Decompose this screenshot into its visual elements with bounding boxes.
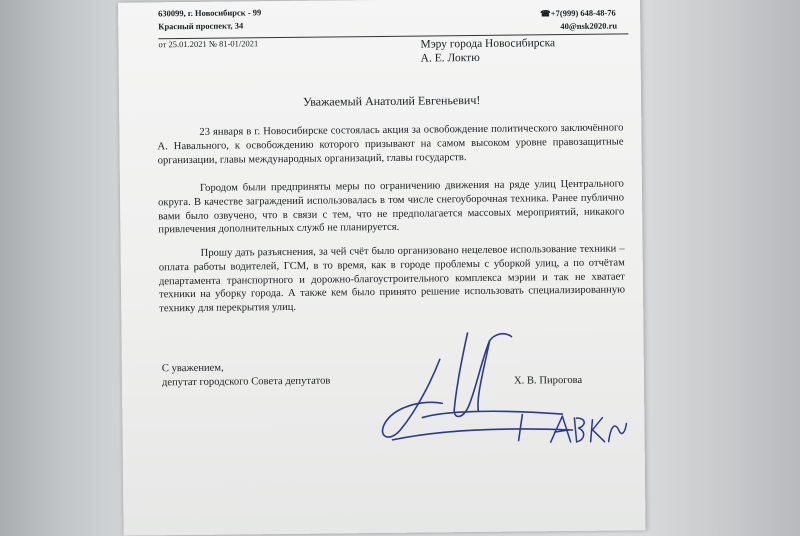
handwritten-signature <box>371 317 632 450</box>
email-address: 40@nsk2020.ru <box>560 20 618 32</box>
street-address: Красный проспект, 34 <box>158 20 244 32</box>
reference-line: от 25.01.2021 № 81-01/2021 <box>158 38 259 50</box>
phone-number: ☎+7(999) 648-48-76 <box>540 7 616 19</box>
paragraph-3: Прошу дать разъяснения, за чей счёт было организовано нецелевое использование техники – оплата работы водителей, ГСМ, в то время, как в городе проблемы с уборкой улиц, а по отчётам департамента транспортного и дорожно-благоустроительного комплекса мэрии и так не хватает техники на уборку города. А также кем было принято решение использовать специализированную технику для перекрытия улиц. <box>158 243 626 315</box>
addressee-name: А. Е. Локтю <box>420 51 480 65</box>
signatory-name: Х. В. Пирогова <box>513 374 583 387</box>
greeting: Уважаемый Анатолий Евгеньевич! <box>302 92 481 109</box>
addressee-title: Мэру города Новосибирска <box>420 37 556 51</box>
paragraph-2: Городом были предприняты меры по ограничению движения на ряде улиц Центрального округа. В качестве заграждений использовалась в том числе снегоуборочная техника. Ранее публично вами было озвучено, что в связи с тем, что не предполагается массовых мероприятий, никакого привлечения дополнительных служб не планируется. <box>158 178 625 236</box>
closing-regards: С уважением, <box>161 362 224 375</box>
paragraph-1: 23 января в г. Новосибирске состоялась акция за освобождение политического заключённого А. Навального, к освобождению которого призывают на самом высоком уровне правозащитные организации, главы международных организаций, главы государств. <box>157 122 624 166</box>
letter-paper <box>118 0 646 536</box>
postal-address: 630099, г. Новосибирск - 99 <box>158 7 262 19</box>
closing-position: депутат городского Совета депутатов <box>161 375 331 389</box>
